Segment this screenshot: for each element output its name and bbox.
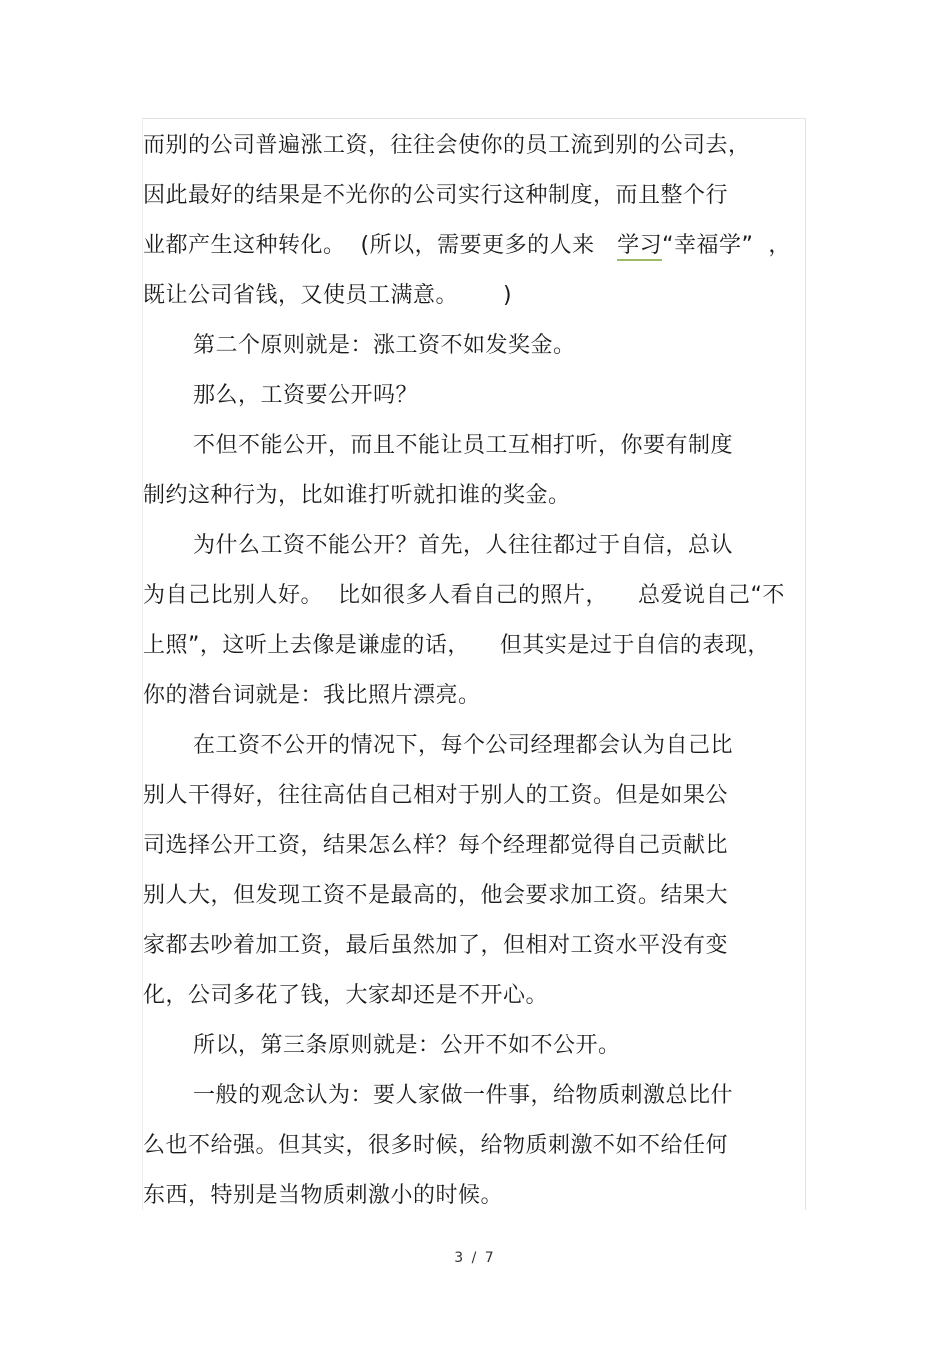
text-line: 不但不能公开，而且不能让员工互相打听，你要有制度 <box>193 433 734 458</box>
text-line: 因此最好的结果是不光你的公司实行这种制度，而且整个行 <box>143 183 729 208</box>
text-line: 你的潜台词就是：我比照片漂亮。 <box>143 683 481 708</box>
text-line: 所以，第三条原则就是：公开不如不公开。 <box>193 1033 621 1058</box>
text-line: 第二个原则就是：涨工资不如发奖金。 <box>193 333 576 358</box>
text-line: 司选择公开工资，结果怎么样？每个经理都觉得自己贡献比 <box>143 833 729 858</box>
text-line: 化，公司多花了钱，大家却还是不开心。 <box>143 983 549 1008</box>
underlined-link-xuexi[interactable]: 学习 <box>617 233 662 261</box>
text-line: 既让公司省钱，又使员工满意。 ) <box>143 283 513 308</box>
text-line: 家都去吵着加工资，最后虽然加了，但相对工资水平没有变 <box>143 933 729 958</box>
text-line: 别人干得好，往往高估自己相对于别人的工资。但是如果公 <box>143 783 729 808</box>
text-line: 一般的观念认为：要人家做一件事，给物质刺激总比什 <box>193 1083 734 1108</box>
text-line: 制约这种行为，比如谁打听就扣谁的奖金。 <box>143 483 571 508</box>
text-segment: 业都产生这种转化。 (所以，需要更多的人来 <box>143 233 618 258</box>
text-line: 上照”，这听上去像是谦虚的话， 但其实是过于自信的表现， <box>143 633 770 658</box>
text-line: 么也不给强。但其实，很多时候，给物质刺激不如不给任何 <box>143 1133 729 1158</box>
page-number: 3 / 7 <box>454 1250 496 1266</box>
text-line: 为什么工资不能公开？首先，人往往都过于自信，总认 <box>193 533 734 558</box>
text-line: 东西，特别是当物质刺激小的时候。 <box>143 1183 504 1208</box>
text-segment: “幸福学” ， <box>662 233 791 258</box>
text-line: 而别的公司普遍涨工资，往往会使你的员工流到别的公司去， <box>143 133 751 158</box>
text-line: 别人大，但发现工资不是最高的，他会要求加工资。结果大 <box>143 883 729 908</box>
text-line: 在工资不公开的情况下，每个公司经理都会认为自己比 <box>193 733 734 758</box>
text-line: 那么，工资要公开吗？ <box>193 383 419 408</box>
text-line: 为自己比别人好。 比如很多人看自己的照片， 总爱说自己“不 <box>143 583 785 608</box>
text-line <box>143 231 791 261</box>
